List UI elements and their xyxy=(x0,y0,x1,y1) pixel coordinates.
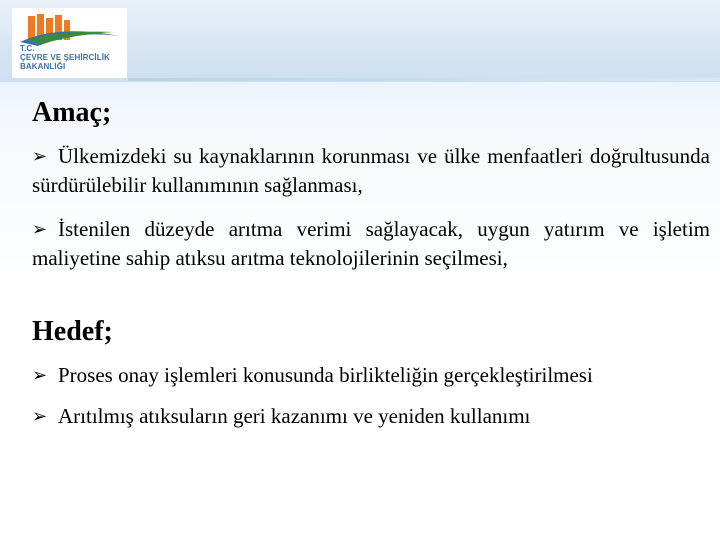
bullet-item xyxy=(32,142,710,199)
logo-text xyxy=(20,44,110,71)
bullet-item xyxy=(32,402,710,431)
bullet-text: İstenilen düzeyde arıtma verimi sağlayacak, uygun yatırım ve işletim maliyetine sahip atıksu arıtma teknolojilerinin seçilmesi, xyxy=(32,217,710,270)
header-divider xyxy=(128,78,720,81)
bullet-item xyxy=(32,215,710,272)
bullet-text: Arıtılmış atıksuların geri kazanımı ve yeniden kullanımı xyxy=(58,404,531,428)
ministry-logo-icon xyxy=(18,12,122,46)
heading-amac: Amaç; xyxy=(32,97,112,128)
arrow-bullet-icon: ➢ xyxy=(32,406,48,427)
heading-hedef: Hedef; xyxy=(32,316,113,347)
arrow-bullet-icon: ➢ xyxy=(32,219,48,240)
logo-line-tc: T.C. xyxy=(20,44,35,53)
slide-content xyxy=(32,96,710,431)
bullet-item xyxy=(32,361,710,390)
logo-line-bakanlik: BAKANLIĞI xyxy=(20,62,66,71)
bullet-text: Proses onay işlemleri konusunda birlikteliğin gerçekleştirilmesi xyxy=(58,363,593,387)
bullet-text: Ülkemizdeki su kaynaklarının korunması ve ülke menfaatleri doğrultusunda sürdürülebilir kullanımının sağlanması, xyxy=(32,144,710,197)
logo-line-ministry: ÇEVRE VE ŞEHİRCİLİK xyxy=(20,53,110,62)
arrow-bullet-icon: ➢ xyxy=(32,365,48,386)
ministry-logo xyxy=(12,8,127,78)
arrow-bullet-icon: ➢ xyxy=(32,146,48,167)
